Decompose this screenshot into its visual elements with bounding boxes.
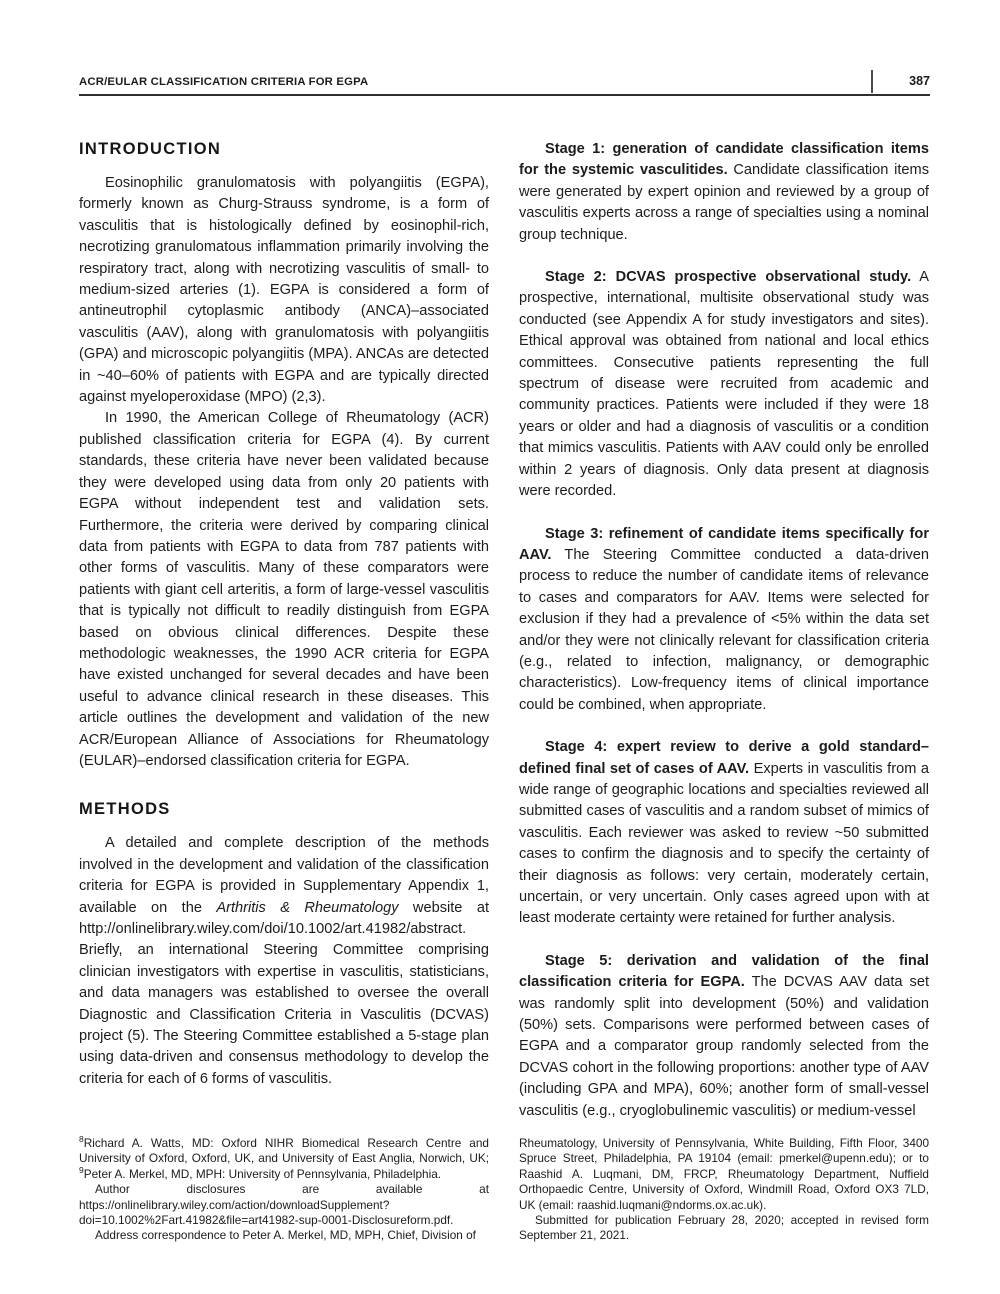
intro-paragraph-1 <box>79 173 489 408</box>
page-number: 387 <box>909 74 930 88</box>
text-run: 8 <box>79 1134 84 1145</box>
footnote-left-column <box>79 1136 489 1244</box>
text-run: Stage 3: refinement of candidate items specifically for AAV. <box>519 525 929 563</box>
header-divider-bar <box>871 70 873 93</box>
methods-paragraph-1 <box>79 833 489 1090</box>
text-run: A prospective, international, multisite observational study was conducted (see Appendix A for study investigators and sites). Ethical approval was obtained from national and local ethics committees. Consecutive patients representing the full spectrum of disease were recruited from academic and community practices. Patients were included if they were 18 years or older and had a diagnosis of vasculitis or a condition that mimics vasculitis. Patients with AAV could only be enrolled within 2 years of diagnosis. Only data present at diagnosis were recorded. <box>519 269 929 500</box>
methods-paragraphs <box>79 833 489 1090</box>
right-column <box>519 139 929 1122</box>
text-run: Stage 5: derivation and validation of the final classification criteria for EGPA. <box>519 952 929 991</box>
stage-3-paragraph <box>519 524 929 717</box>
text-run: Rheumatology, University of Pennsylvania, White Building, Fifth Floor, 3400 Spruce Street, Philadelphia, PA 19104 (email: pmerkel@upenn.edu); or to Raashid A. Luqmani, DM, FRCP, Rheumatology Department, Nuffield Orthopaedic Centre, University of Oxford, Windmill Road, Oxford OX3 7LD, UK (email: raashid.luqmani@ndorms.ox.ac.uk). <box>519 1136 929 1212</box>
text-run: Eosinophilic granulomatosis with polyangiitis (EGPA), formerly known as Churg-Strauss syndrome, is a form of vasculitis that is histologically defined by eosinophil-rich, necrotizing granulomatous inflammation primarily involving the respiratory tract, along with necrotizing vasculitis of small- to medium-sized arteries (1). EGPA is considered a form of antineutrophil cytoplasmic antibody (ANCA)–associated vasculitis (AAV), along with granulomatosis with polyangiitis (GPA) and microscopic polyangiitis (MPA). ANCAs are detected in ~40–60% of patients with EGPA and are typically directed against myeloperoxidase (MPO) (2,3). <box>79 175 489 406</box>
text-run: Submitted for publication February 28, 2020; accepted in revised form September 21, 2021. <box>519 1213 929 1243</box>
text-run: In 1990, the American College of Rheumatology (ACR) published classification criteria for EGPA (4). By current standards, these criteria have never been validated because they were developed using data from only 20 patients with EGPA without independent test and validation sets. Furthermore, the criteria were derived by comparing clinical data from patients with EGPA to data from 787 patients with other forms of vasculitis. Many of these comparators were patients with giant cell arteritis, a form of large-vessel vasculitis that is typically not difficult to readily distinguish from EGPA based on obvious clinical differences. Despite these methodologic weaknesses, the 1990 ACR criteria for EGPA have existed unchanged for several decades and have been useful to advance clinical research in these diseases. This article outlines the development and validation of the new ACR/European Alliance of Associations for Rheumatology (EULAR)–endorsed classification criteria for EGPA. <box>79 410 489 769</box>
text-run: Richard A. Watts, MD: Oxford NIHR Biomedical Research Centre and University of Oxford, Oxford, UK, and University of East Anglia, Norwich, UK; <box>79 1136 489 1166</box>
section-heading-introduction: INTRODUCTION <box>79 140 222 158</box>
footnote-correspondence-continued <box>519 1136 929 1213</box>
intro-paragraph-2 <box>79 408 489 772</box>
text-run: website at http://onlinelibrary.wiley.com/doi/10.1002/art.41982/abstract. Briefly, an international Steering Committee comprising clinician investigators with expertise in vasculitis, statisticians, and data managers was established to oversee the overall Diagnostic and Classification Criteria in Vasculitis (DCVAS) project (5). The Steering Committee established a 5-stage plan using data-driven and consensus methodology to develop the criteria for each of 6 forms of vasculitis. <box>79 899 489 1087</box>
stage-4-paragraph <box>519 737 929 930</box>
text-run: The Steering Committee conducted a data-driven process to reduce the number of candidate items of relevance to cases and comparators for AAV. Items were selected for exclusion if they had a prevalence of <5% within the data set and/or they were not clinically relevant for classification criteria (e.g., related to infection, malignancy, or demographic characteristics). Low-frequency items of clinical importance could be combined, when appropriate. <box>519 546 929 713</box>
running-head-title: ACR/EULAR CLASSIFICATION CRITERIA FOR EGPA <box>79 76 369 88</box>
text-run: Peter A. Merkel, MD, MPH: University of Pennsylvania, Philadelphia. <box>83 1166 442 1181</box>
footnote-correspondence-start <box>79 1228 489 1243</box>
text-run: A detailed and complete description of the methods involved in the development and validation of the classification criteria for EGPA is provided in Supplementary Appendix 1, available on the <box>79 835 489 916</box>
stage-paragraphs <box>519 139 929 1122</box>
text-run: Address correspondence to Peter A. Merkel, MD, MPH, Chief, Division of <box>95 1228 476 1243</box>
footnote-submission-dates <box>519 1213 929 1244</box>
text-run: Stage 2: DCVAS prospective observational study. <box>545 269 912 286</box>
text-run: Experts in vasculitis from a wide range of geographic locations and specialties reviewed all submitted cases of vasculitis and a random subset of mimics of vasculitis. Each reviewer was asked to review ~50 submitted cases to confirm the diagnosis and to specify the certainty of their diagnosis as follows: very certain, moderately certain, uncertain, or very uncertain. Only cases agreed upon with at least moderate certainty were retained for further analysis. <box>519 760 929 927</box>
text-run: The DCVAS AAV data set was randomly split into development (50%) and validation (50%) sets. Comparisons were performed between cases of EGPA and a comparator group randomly selected from the DCVAS cohort in the following proportions: another type of AAV (including GPA and MPA), 60%; another form of small-vessel vasculitis (e.g., cryoglobulinemic vasculitis) or medium-vessel <box>519 974 929 1119</box>
header-rule <box>79 94 930 96</box>
text-run: Candidate classification items were generated by expert opinion and reviewed by a group of vasculitis experts across a range of specialties using a nominal group technique. <box>519 162 929 243</box>
text-run: Arthritis & Rheumatology <box>216 899 399 916</box>
section-heading-methods: METHODS <box>79 800 171 819</box>
stage-2-paragraph <box>519 267 929 502</box>
stage-5-paragraph <box>519 951 929 1122</box>
text-run: Author disclosures are available at https://onlinelibrary.wiley.com/action/downloadSupplement?doi=10.1002%2Fart.41982&file=art41982-sup-0001-Disclosureform.pdf. <box>79 1182 489 1228</box>
left-column <box>79 139 489 1090</box>
footnote-affiliations <box>79 1136 489 1182</box>
introduction-paragraphs <box>79 173 489 772</box>
text-run: Stage 1: generation of candidate classification items for the systemic vasculitides. <box>519 141 929 179</box>
footnote-right-column <box>519 1136 929 1244</box>
stage-1-paragraph <box>519 139 929 246</box>
footnote-disclosures <box>79 1182 489 1228</box>
text-run: 9 <box>79 1164 84 1175</box>
text-run: Stage 4: expert review to derive a gold standard–defined final set of cases of AAV. <box>519 739 929 777</box>
